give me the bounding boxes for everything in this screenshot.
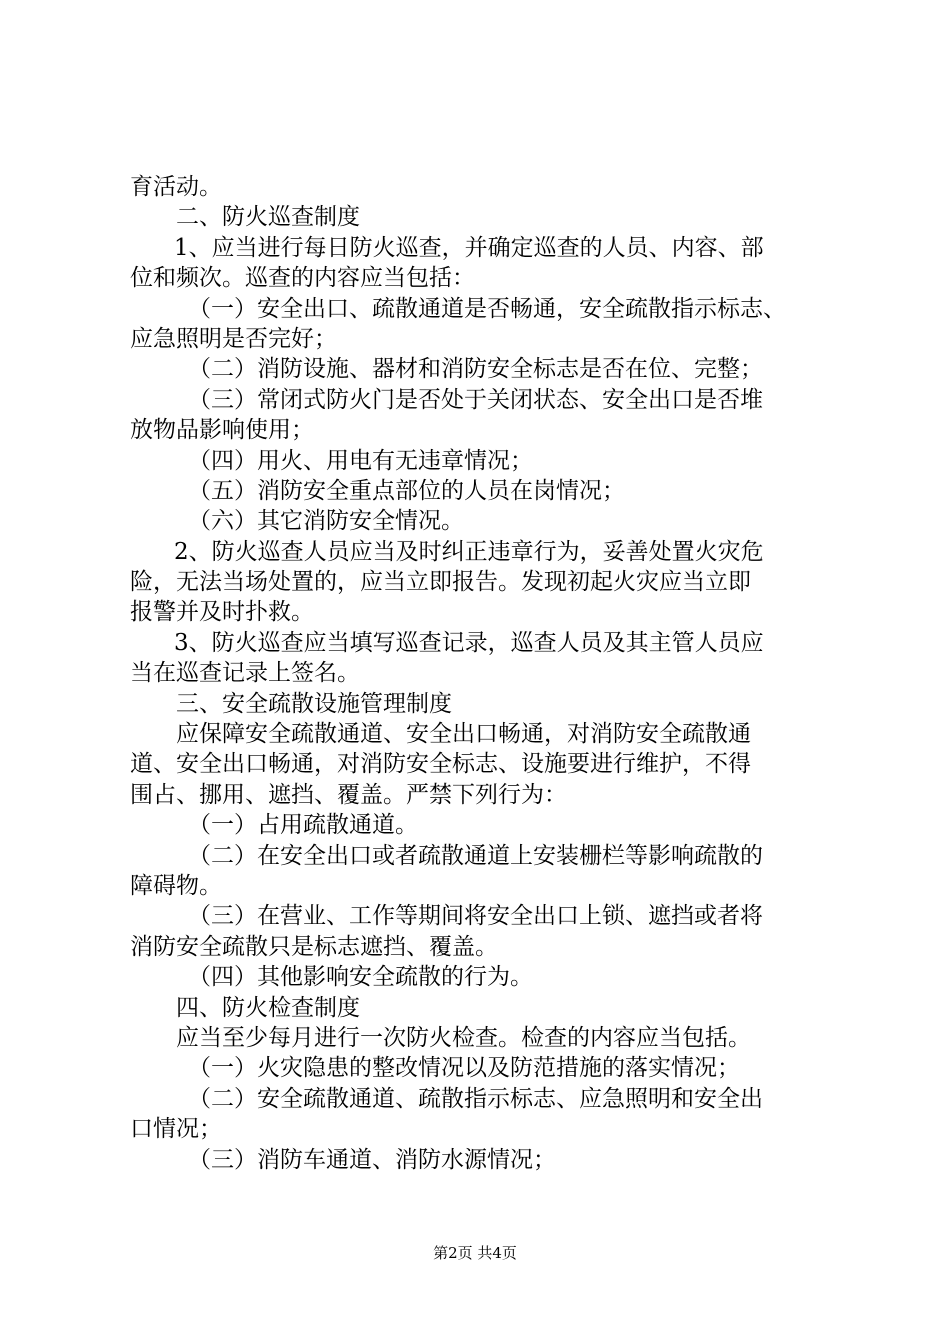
text-line: 放物品影响使用；	[130, 417, 314, 444]
text-line: （二）安全疏散通道、疏散指示标志、应急照明和安全出	[188, 1085, 763, 1112]
section-heading: 二、防火巡查制度	[176, 204, 360, 231]
text-line: 3、防火巡查应当填写巡查记录，巡查人员及其主管人员应	[174, 629, 764, 656]
text-line: 育活动。	[130, 174, 222, 200]
text-line: （六）其它消防安全情况。	[188, 508, 464, 535]
text-line: 1、应当进行每日防火巡查，并确定巡查的人员、内容、部	[174, 234, 764, 261]
text-line: （四）其他影响安全疏散的行为。	[188, 964, 533, 991]
document-body	[130, 172, 835, 1175]
text-line: 应当至少每月进行一次防火检查。检查的内容应当包括。	[176, 1024, 751, 1051]
page-number-footer: 第2页 共4页	[433, 1244, 517, 1262]
text-line: 应急照明是否完好；	[130, 325, 337, 352]
text-line: 口情况；	[130, 1116, 222, 1143]
text-line: 道、安全出口畅通，对消防安全标志、设施要进行维护，不得	[130, 751, 751, 778]
text-line: （三）常闭式防火门是否处于关闭状态、安全出口是否堆	[188, 386, 763, 413]
text-line: （五）消防安全重点部位的人员在岗情况；	[188, 477, 625, 504]
text-line: 当在巡查记录上签名。	[130, 660, 360, 687]
text-line: （四）用火、用电有无违章情况；	[188, 447, 533, 474]
text-line: （二）消防设施、器材和消防安全标志是否在位、完整；	[188, 356, 763, 383]
text-line: 围占、挪用、遮挡、覆盖。严禁下列行为：	[130, 781, 567, 808]
text-line: （一）占用疏散通道。	[188, 812, 418, 839]
text-line: 障碍物。	[130, 872, 222, 899]
text-line: 报警并及时扑救。	[130, 599, 314, 626]
section-heading: 四、防火检查制度	[176, 994, 360, 1021]
text-line: （二）在安全出口或者疏散通道上安装栅栏等影响疏散的	[188, 842, 763, 869]
text-line: （一）安全出口、疏散通道是否畅通，安全疏散指示标志、	[188, 295, 786, 322]
text-line: （一）火灾隐患的整改情况以及防范措施的落实情况；	[188, 1055, 740, 1082]
text-line: （三）在营业、工作等期间将安全出口上锁、遮挡或者将	[188, 903, 763, 930]
text-line: 2、防火巡查人员应当及时纠正违章行为，妥善处置火灾危	[174, 538, 764, 565]
text-line: 位和频次。巡查的内容应当包括：	[130, 265, 475, 292]
text-line: 消防安全疏散只是标志遮挡、覆盖。	[130, 933, 498, 960]
text-line: 应保障安全疏散通道、安全出口畅通，对消防安全疏散通	[176, 721, 751, 748]
section-heading: 三、安全疏散设施管理制度	[176, 690, 452, 717]
text-line: 险，无法当场处置的，应当立即报告。发现初起火灾应当立即	[130, 569, 751, 596]
text-line: （三）消防车通道、消防水源情况；	[188, 1146, 556, 1173]
